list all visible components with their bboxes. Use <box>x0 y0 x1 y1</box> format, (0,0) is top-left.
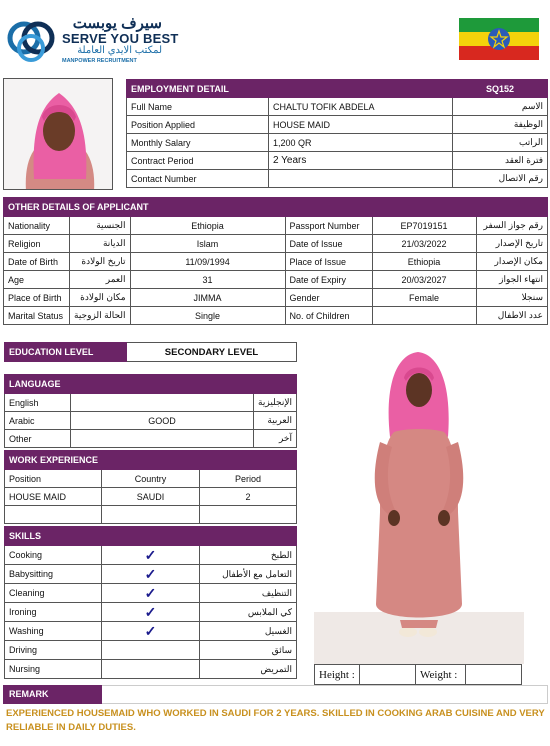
detail-label: Date of Birth <box>4 253 70 271</box>
language-label-arabic: العربية <box>254 412 297 430</box>
skill-label: Washing <box>5 622 102 641</box>
detail-label-arabic: العمر <box>70 271 131 289</box>
detail-label: Gender <box>285 289 372 307</box>
language-row <box>5 394 297 412</box>
skill-label-arabic: الغسيل <box>200 622 297 641</box>
detail-label: No. of Children <box>285 307 372 325</box>
detail-value: 11/09/1994 <box>130 253 285 271</box>
work-column-header: Period <box>200 470 297 488</box>
language-level <box>71 430 254 448</box>
employment-row <box>127 116 548 134</box>
weight-value <box>466 665 522 685</box>
skill-row <box>5 622 297 641</box>
language-table <box>4 374 297 448</box>
detail-value: JIMMA <box>130 289 285 307</box>
employment-label: Contract Period <box>127 152 269 170</box>
work-period <box>200 506 297 524</box>
detail-value: 21/03/2022 <box>372 235 476 253</box>
height-value <box>360 665 416 685</box>
skill-label-arabic: كي الملابس <box>200 603 297 622</box>
weight-label: Weight : <box>416 665 466 685</box>
detail-value: Islam <box>130 235 285 253</box>
employment-header-row <box>127 80 548 98</box>
language-label-arabic: آخر <box>254 430 297 448</box>
skill-label-arabic: الطبخ <box>200 546 297 565</box>
skill-label: Babysitting <box>5 565 102 584</box>
skill-check-cell <box>102 584 200 603</box>
skill-label: Driving <box>5 641 102 660</box>
other-details-row <box>4 235 548 253</box>
education-label: EDUCATION LEVEL <box>5 343 127 362</box>
work-country <box>102 506 200 524</box>
checkmark-icon: ✓ <box>144 585 157 601</box>
employment-label: Position Applied <box>127 116 269 134</box>
logo-subtitle: MANPOWER RECRUITMENT <box>62 58 137 64</box>
logo-arabic-title: سيرف يوبست <box>72 15 162 32</box>
other-details-header-row <box>4 198 548 217</box>
work-position: HOUSE MAID <box>5 488 102 506</box>
skill-row <box>5 603 297 622</box>
checkmark-icon: ✓ <box>144 623 157 639</box>
detail-value: Ethiopia <box>372 253 476 271</box>
detail-value: EP7019151 <box>372 217 476 235</box>
employment-label: Contact Number <box>127 170 269 188</box>
checkmark-icon: ✓ <box>144 566 157 582</box>
detail-label-arabic: مكان الإصدار <box>476 253 547 271</box>
employment-row <box>127 134 548 152</box>
detail-label-arabic: الجنسية <box>70 217 131 235</box>
skills-header-row <box>5 527 297 546</box>
work-row <box>5 488 297 506</box>
skill-check-cell <box>102 641 200 660</box>
other-details-row <box>4 289 548 307</box>
language-label-arabic: الإنجليزية <box>254 394 297 412</box>
detail-label-arabic: عدد الاطفال <box>476 307 547 325</box>
other-details-table <box>3 197 548 325</box>
detail-label-arabic: رقم جواز السفر <box>476 217 547 235</box>
employment-value: HOUSE MAID <box>269 116 453 134</box>
work-row <box>5 506 297 524</box>
employment-label-arabic: رقم الاتصال <box>453 170 548 188</box>
work-country: SAUDI <box>102 488 200 506</box>
skill-row <box>5 641 297 660</box>
work-header-row <box>5 451 297 470</box>
language-header-row <box>5 375 297 394</box>
skill-label-arabic: التعامل مع الأطفال <box>200 565 297 584</box>
employment-label-arabic: فترة العقد <box>453 152 548 170</box>
skill-row <box>5 546 297 565</box>
detail-label: Marital Status <box>4 307 70 325</box>
ethiopia-flag <box>459 18 539 60</box>
skill-row <box>5 584 297 603</box>
detail-value: Female <box>372 289 476 307</box>
skill-label: Cooking <box>5 546 102 565</box>
detail-label-arabic: الحالة الزوجية <box>70 307 131 325</box>
employment-header: EMPLOYMENT DETAIL <box>127 80 453 98</box>
skill-label: Ironing <box>5 603 102 622</box>
skill-check-cell <box>102 546 200 565</box>
employment-row <box>127 152 548 170</box>
work-columns-row <box>5 470 297 488</box>
skill-check-cell <box>102 603 200 622</box>
work-column-header: Position <box>5 470 102 488</box>
language-label: Arabic <box>5 412 71 430</box>
other-details-row <box>4 217 548 235</box>
checkmark-icon: ✓ <box>144 604 157 620</box>
language-label: Other <box>5 430 71 448</box>
work-column-header: Country <box>102 470 200 488</box>
detail-value <box>372 307 476 325</box>
detail-value: Ethiopia <box>130 217 285 235</box>
detail-label-arabic: سنجلا <box>476 289 547 307</box>
work-position <box>5 506 102 524</box>
education-value: SECONDARY LEVEL <box>127 343 297 362</box>
applicant-code: SQ152 <box>453 80 548 98</box>
employment-detail-table <box>126 79 548 188</box>
skill-label: Cleaning <box>5 584 102 603</box>
logo-title: SERVE YOU BEST <box>62 31 179 46</box>
detail-label-arabic: مكان الولادة <box>70 289 131 307</box>
agency-logo <box>6 14 186 68</box>
work-experience-table <box>4 450 297 524</box>
skill-row <box>5 660 297 679</box>
detail-label: Religion <box>4 235 70 253</box>
employment-label-arabic: الوظيفة <box>453 116 548 134</box>
work-period: 2 <box>200 488 297 506</box>
detail-value: Single <box>130 307 285 325</box>
detail-label: Date of Issue <box>285 235 372 253</box>
education-table <box>4 342 297 362</box>
skill-label-arabic: التنظيف <box>200 584 297 603</box>
language-row <box>5 430 297 448</box>
skill-row <box>5 565 297 584</box>
employment-label-arabic: الاسم <box>453 98 548 116</box>
detail-label-arabic: تاريخ الولادة <box>70 253 131 271</box>
language-header: LANGUAGE <box>5 375 297 394</box>
skill-label-arabic: سائق <box>200 641 297 660</box>
other-details-header: OTHER DETAILS OF APPLICANT <box>4 198 548 217</box>
checkmark-icon: ✓ <box>144 547 157 563</box>
other-details-row <box>4 307 548 325</box>
employment-value: CHALTU TOFIK ABDELA <box>269 98 453 116</box>
work-header: WORK EXPERIENCE <box>5 451 297 470</box>
language-level <box>71 394 254 412</box>
employment-label: Full Name <box>127 98 269 116</box>
detail-label-arabic: تاريخ الإصدار <box>476 235 547 253</box>
employment-row <box>127 170 548 188</box>
other-details-row <box>4 253 548 271</box>
skill-check-cell <box>102 622 200 641</box>
logo-arabic-subtitle: لمكتب الايدي العاملة <box>77 45 162 56</box>
logo-rings-icon <box>6 18 58 66</box>
other-details-row <box>4 271 548 289</box>
language-row <box>5 412 297 430</box>
detail-label: Age <box>4 271 70 289</box>
remark-text: EXPERIENCED HOUSEMAID WHO WORKED IN SAUDI FOR 2 YEARS. SKILLED IN COOKING ARAB CUISINE AND VERY RELIABLE IN DAILY DUTIES. <box>6 708 545 733</box>
skill-label: Nursing <box>5 660 102 679</box>
detail-label: Nationality <box>4 217 70 235</box>
detail-label: Passport Number <box>285 217 372 235</box>
detail-value: 20/03/2027 <box>372 271 476 289</box>
detail-label-arabic: الديانة <box>70 235 131 253</box>
measurements-table <box>314 664 522 685</box>
skill-check-cell <box>102 565 200 584</box>
employment-value: 2 Years <box>269 152 453 170</box>
language-level: GOOD <box>71 412 254 430</box>
employment-value <box>269 170 453 188</box>
detail-label: Place of Issue <box>285 253 372 271</box>
employment-label-arabic: الراتب <box>453 134 548 152</box>
remark-header: REMARK <box>3 685 102 704</box>
language-label: English <box>5 394 71 412</box>
skills-header: SKILLS <box>5 527 297 546</box>
employment-value: 1,200 QR <box>269 134 453 152</box>
employment-row <box>127 98 548 116</box>
applicant-photo-portrait <box>3 78 113 190</box>
height-label: Height : <box>315 665 360 685</box>
detail-label: Place of Birth <box>4 289 70 307</box>
detail-value: 31 <box>130 271 285 289</box>
skills-table <box>4 526 297 679</box>
applicant-photo-full <box>314 342 524 664</box>
skill-label-arabic: التمريض <box>200 660 297 679</box>
remark-header-line <box>102 685 548 704</box>
detail-label-arabic: انتهاء الجواز <box>476 271 547 289</box>
employment-label: Monthly Salary <box>127 134 269 152</box>
skill-check-cell <box>102 660 200 679</box>
detail-label: Date of Expiry <box>285 271 372 289</box>
